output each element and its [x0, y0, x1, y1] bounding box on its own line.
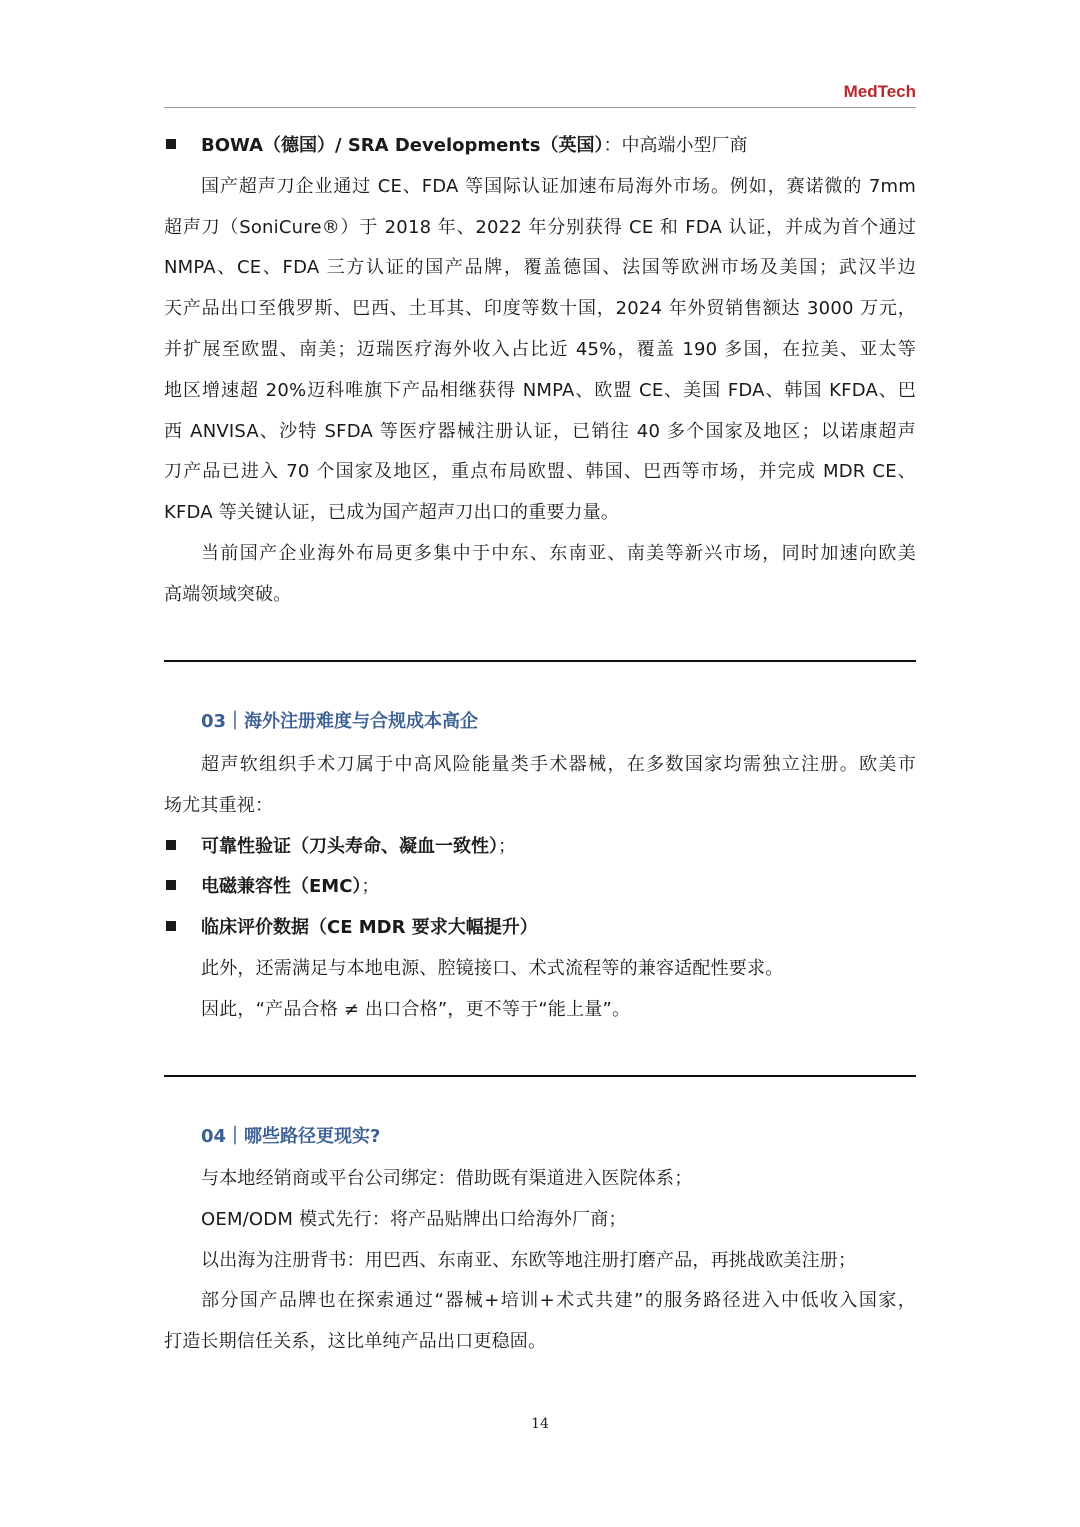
text-line: 高端领域突破。: [164, 583, 292, 605]
brand-logo-text: MedTech: [843, 82, 916, 101]
paragraph-overseas-certification: [164, 167, 916, 534]
text-line: OEM/ODM 模式先行：将产品贴牌出口给海外厂商；: [201, 1208, 627, 1230]
page-number: 14: [531, 1416, 549, 1432]
text-line: NMPA、CE、FDA 三方认证的国产品牌，覆盖德国、法国等欧洲市场及美国；武汉半边: [164, 257, 916, 279]
text-line: 当前国产企业海外布局更多集中于中东、东南亚、南美等新兴市场，同时加速向欧美: [201, 542, 916, 564]
text-line: KFDA 等关键认证，已成为国产超声刀出口的重要力量。: [164, 502, 620, 524]
square-bullet-icon: [166, 840, 176, 850]
text-line: 此外，还需满足与本地电源、腔镜接口、术式流程等的兼容适配性要求。: [201, 957, 784, 979]
bullet-item: [164, 126, 916, 167]
text-line: 打造长期信任关系，这比单纯产品出口更稳固。: [164, 1331, 547, 1353]
text-line: 因此，“产品合格 ≠ 出口合格”，更不等于“能上量”。: [201, 998, 631, 1020]
text-line: 与本地经销商或平台公司绑定：借助既有渠道进入医院体系；: [201, 1168, 693, 1189]
section-title-03: 03｜海外注册难度与合规成本高企: [201, 711, 479, 732]
square-bullet-icon: [166, 139, 176, 149]
paragraph-market-focus: [164, 534, 916, 616]
text-line: 地区增速超 20%迈科唯旗下产品相继获得 NMPA、欧盟 CE、美国 FDA、韩国 KFDA、巴: [164, 379, 916, 401]
text-line: 天产品出口至俄罗斯、巴西、土耳其、印度等数十国，2024 年外贸销售额达 3000 万元，: [164, 298, 916, 320]
text-line: 超声软组织手术刀属于中高风险能量类手术器械，在多数国家均需独立注册。欧美市: [201, 754, 916, 775]
text-line: 西 ANVISA、沙特 SFDA 等医疗器械注册认证，已销往 40 多个国家及地区；以诺康超声: [164, 420, 916, 442]
section-title-04: 04｜哪些路径更现实?: [201, 1126, 381, 1147]
square-bullet-icon: [166, 921, 176, 931]
section-divider: [164, 1075, 916, 1077]
text-line: 超声刀（SoniCure®）于 2018 年、2022 年分别获得 CE 和 FDA 认证，并成为首个通过: [164, 216, 916, 238]
section-divider: [164, 660, 916, 662]
header-divider: [164, 107, 916, 108]
bullet-item: [164, 908, 916, 949]
company-section: [164, 126, 916, 616]
text-line: 以出海为注册背书：用巴西、东南亚、东欧等地注册打磨产品，再挑战欧美注册；: [201, 1249, 857, 1271]
bullet-bold-text: 可靠性验证（刀头寿命、凝血一致性）: [201, 835, 498, 857]
bullet-bold-text: 临床评价数据（CE MDR 要求大幅提升）: [201, 917, 538, 939]
text-line: 场尤其重视：: [164, 794, 274, 816]
text-line: 部分国产品牌也在探索通过“器械+培训+术式共建”的服务路径进入中低收入国家，: [201, 1290, 916, 1312]
bullet-text: ；: [361, 876, 380, 898]
square-bullet-icon: [166, 880, 176, 890]
text-line: 国产超声刀企业通过 CE、FDA 等国际认证加速布局海外市场。例如，赛诺微的 7mm: [201, 175, 916, 197]
bullet-text: ；: [498, 835, 516, 857]
text-line: 并扩展至欧盟、南美；迈瑞医疗海外收入占比近 45%，覆盖 190 多国，在拉美、亚太等: [164, 338, 916, 360]
bullet-bold-text: BOWA（德国）/ SRA Developments（英国）: [201, 135, 604, 156]
bullet-item: [164, 867, 916, 908]
bullet-item: [164, 827, 916, 868]
section-04-body: [164, 1159, 916, 1363]
text-line: 刀产品已进入 70 个国家及地区，重点布局欧盟、韩国、巴西等市场，并完成 MDR CE、: [164, 461, 916, 483]
bullet-bold-text: 电磁兼容性（EMC）: [201, 876, 362, 898]
section-03-body: [164, 745, 916, 1031]
bullet-text: ：中高端小型厂商: [603, 135, 748, 156]
